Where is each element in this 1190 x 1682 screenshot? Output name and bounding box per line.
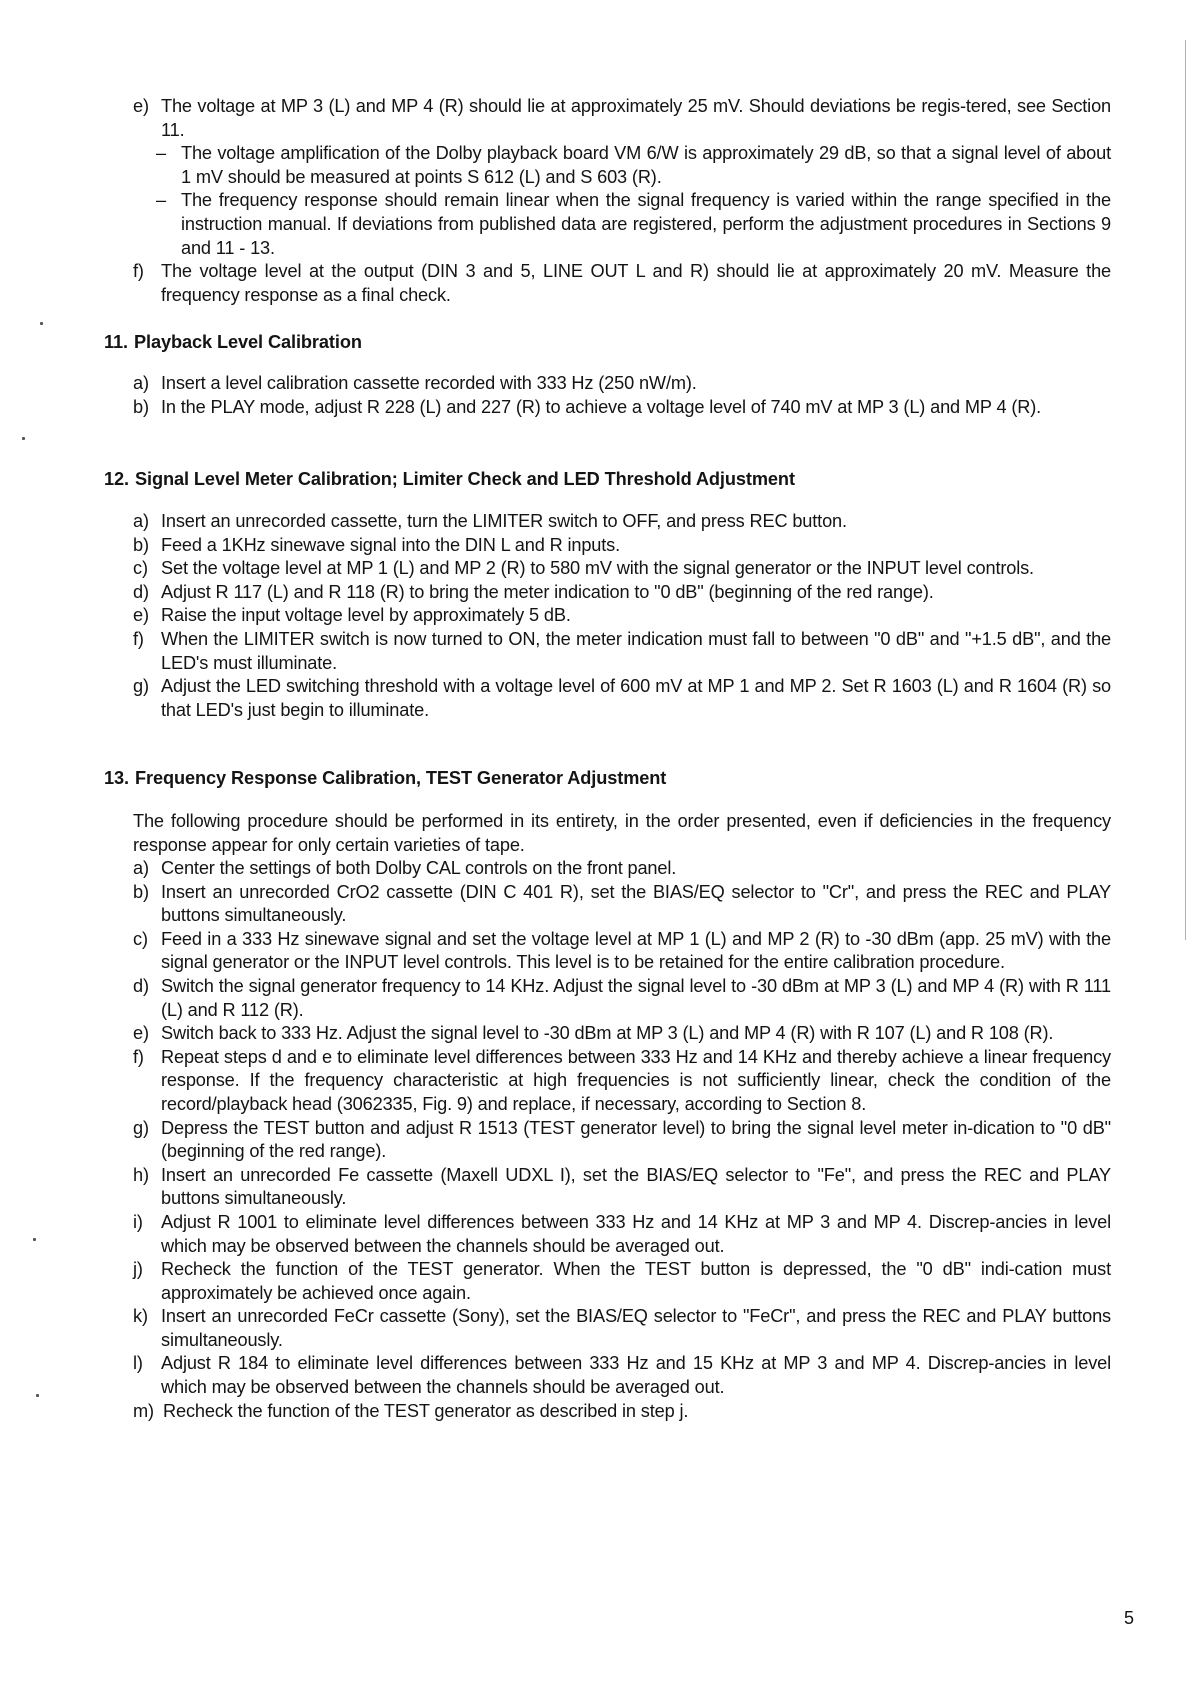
item-text: Repeat steps d and e to eliminate level differences between 333 Hz and 14 KHz and thereby achieve a linear frequency response. If the frequency characteristic at high frequencies is not sufficiently linear, check the condition of the record/playback head (3062335, Fig. 9) and replace, if necessary, according to Section 8. [161,1046,1111,1114]
item-label: h) [133,1164,149,1185]
item-label: b) [133,881,149,902]
list-item [133,510,1111,534]
item-label: c) [133,558,148,579]
item-label: k) [133,1306,148,1327]
item-label: b) [133,534,149,555]
sub-item [156,142,1111,189]
list-item [133,1022,1111,1046]
item-label: d) [133,975,149,996]
section-13-intro: The following procedure should be performed in its entirety, in the order presented, even if deficiencies in the frequency response appear for only certain varieties of tape. [133,811,1111,855]
item-text: Insert a level calibration cassette recorded with 333 Hz (250 nW/m). [161,373,697,393]
item-text: Insert an unrecorded CrO2 cassette (DIN C 401 R), set the BIAS/EQ selector to "Cr", and press the REC and PLAY buttons simultaneously. [161,881,1111,926]
list-item [133,1352,1111,1399]
list-item [133,557,1111,581]
continued-steps [133,95,1111,307]
item-label: g) [133,1117,149,1138]
list-item [133,857,1111,881]
item-text: Feed a 1KHz sinewave signal into the DIN L and R inputs. [161,534,621,555]
item-label: d) [133,581,149,602]
sub-item-text: The frequency response should remain linear when the signal frequency is varied within the range specified in the instruction manual. If deviations from published data are registered, perform the adjustment procedures in Sections 9 and 11 - 13. [181,190,1111,258]
item-label: f) [133,1046,144,1067]
item-text: Set the voltage level at MP 1 (L) and MP 2 (R) to 580 mV with the signal generator or the INPUT level controls. [161,558,1034,579]
scan-speck [22,437,25,440]
section-heading-11 [104,330,1104,354]
dash-icon: – [156,190,166,211]
list-item [133,1164,1111,1211]
list-item [133,581,1111,605]
scan-speck [33,1238,36,1241]
item-label: l) [133,1353,143,1374]
item-text: Switch back to 333 Hz. Adjust the signal level to -30 dBm at MP 3 (L) and MP 4 (R) with R 107 (L) and R 108 (R). [161,1023,1054,1044]
dash-icon: – [156,143,166,164]
item-text: Recheck the function of the TEST generator as described in step j. [163,1400,689,1421]
list-item [133,928,1111,975]
item-label: e) [133,1023,149,1044]
scan-speck [40,322,43,325]
page-number: 5 [1124,1608,1135,1628]
item-text: Raise the input voltage level by approximately 5 dB. [161,605,571,626]
list-item [133,1211,1111,1258]
item-text: Adjust R 1001 to eliminate level differences between 333 Hz and 14 KHz at MP 3 and MP 4. Discrep-ancies in level which may be observed between the channels should be averaged out. [161,1211,1111,1256]
sub-item [156,189,1111,260]
item-label: e) [133,96,149,116]
item-text: Adjust the LED switching threshold with a voltage level of 600 mV at MP 1 and MP 2. Set R 1603 (L) and R 1604 (R) so that LED's just begin to illuminate. [161,676,1111,720]
section-number: 11. [104,332,128,352]
item-label: m) [133,1400,154,1421]
list-item [133,1400,1111,1424]
item-label: b) [133,396,149,417]
item-label: a) [133,373,149,393]
item-text: Depress the TEST button and adjust R 1513 (TEST generator level) to bring the signal level meter in-dication to "0 dB" (beginning of the red range). [161,1117,1111,1162]
section-heading-12 [104,467,1104,491]
item-label: a) [133,858,149,878]
section-number: 13. [104,768,129,788]
section-title: Signal Level Meter Calibration; Limiter Check and LED Threshold Adjustment [134,469,795,489]
list-item [133,95,1111,260]
list-item [133,628,1111,675]
list-item [133,534,1111,558]
sub-item-text: The voltage amplification of the Dolby playback board VM 6/W is approximately 29 dB, so that a signal level of about 1 mV should be measured at points S 612 (L) and S 603 (R). [181,143,1111,187]
section-number: 12. [104,469,129,489]
section-heading-13 [104,766,1104,790]
scan-edge-line [1185,40,1186,940]
section-title: Frequency Response Calibration, TEST Generator Adjustment [134,768,667,788]
item-text: When the LIMITER switch is now turned to ON, the meter indication must fall to between "0 dB" and "+1.5 dB", and the LED's must illuminate. [161,628,1111,673]
item-label: i) [133,1211,143,1232]
section-title: Playback Level Calibration [133,332,362,352]
item-text: Insert an unrecorded FeCr cassette (Sony), set the BIAS/EQ selector to "FeCr", and press the REC and PLAY buttons simultaneously. [161,1306,1111,1350]
section-11-steps [133,372,1111,419]
list-item [133,881,1111,928]
item-label: f) [133,628,144,649]
list-item [133,675,1111,722]
item-text: Recheck the function of the TEST generator. When the TEST button is depressed, the "0 dB" indi-cation must approximately be achieved once again. [161,1259,1111,1303]
item-label: f) [133,261,144,282]
list-item [133,1117,1111,1164]
item-text: In the PLAY mode, adjust R 228 (L) and 227 (R) to achieve a voltage level of 740 mV at MP 3 (L) and MP 4 (R). [161,396,1042,417]
section-12-steps [133,510,1111,722]
list-item [133,372,1111,396]
item-label: c) [133,928,148,949]
list-item [133,975,1111,1022]
item-label: a) [133,511,149,531]
list-item [133,260,1111,307]
scan-speck [36,1394,39,1397]
item-text: Insert an unrecorded cassette, turn the LIMITER switch to OFF, and press REC button. [161,511,847,531]
item-text: The voltage level at the output (DIN 3 and 5, LINE OUT L and R) should lie at approximately 20 mV. Measure the frequency response as a final check. [161,261,1111,305]
item-text: Feed in a 333 Hz sinewave signal and set the voltage level at MP 1 (L) and MP 2 (R) to -30 dBm (app. 25 mV) with the signal generator or the INPUT level controls. This level is to be retained for the entire calibration procedure. [161,928,1111,973]
item-text: Switch the signal generator frequency to 14 KHz. Adjust the signal level to -30 dBm at MP 3 (L) and MP 4 (R) with R 111 (L) and R 112 (R). [161,975,1111,1020]
item-text: Adjust R 184 to eliminate level differences between 333 Hz and 15 KHz at MP 3 and MP 4. Discrep-ancies in level which may be observed between the channels should be averaged out. [161,1353,1111,1398]
item-text: The voltage at MP 3 (L) and MP 4 (R) should lie at approximately 25 mV. Should deviations be regis-tered, see Section 11. [161,96,1111,140]
item-text: Center the settings of both Dolby CAL controls on the front panel. [161,858,677,878]
item-text: Insert an unrecorded Fe cassette (Maxell UDXL I), set the BIAS/EQ selector to "Fe", and press the REC and PLAY buttons simultaneously. [161,1164,1111,1209]
item-label: e) [133,605,149,626]
item-label: j) [133,1259,143,1280]
list-item [133,396,1111,420]
section-13-steps [133,857,1111,1423]
list-item [133,1258,1111,1305]
list-item [133,1305,1111,1352]
list-item [133,604,1111,628]
item-label: g) [133,676,149,697]
item-text: Adjust R 117 (L) and R 118 (R) to bring the meter indication to "0 dB" (beginning of the red range). [161,581,934,602]
list-item [133,1046,1111,1117]
